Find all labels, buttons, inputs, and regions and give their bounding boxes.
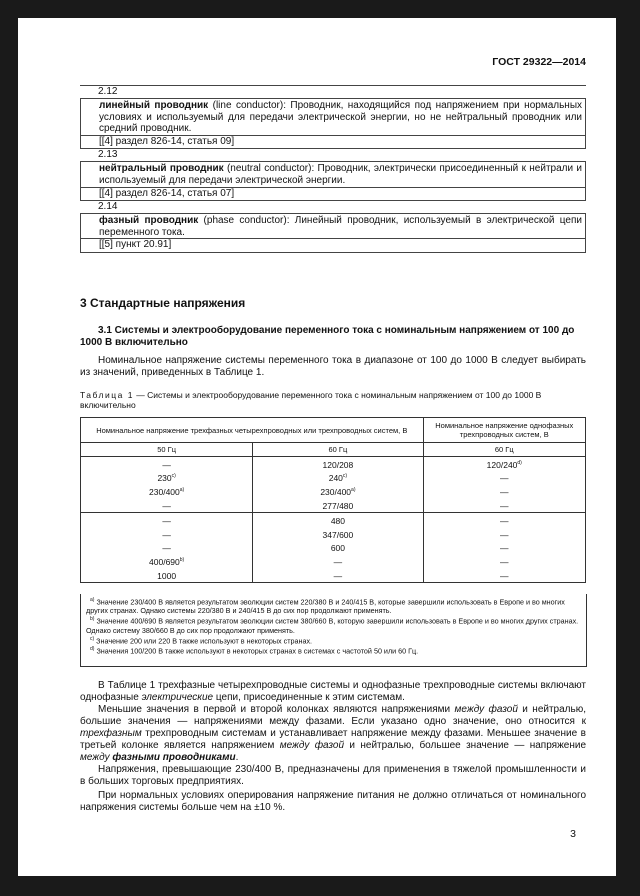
table-notes xyxy=(82,596,582,656)
definition-number: 2.13 xyxy=(80,149,586,162)
definition-text: : Проводник, находящийся под напряжением при нормальных условиях и используемый для передачи электрической энергии, но не нейтральный проводник или средний проводник. xyxy=(99,100,583,135)
table-subhead-50hz: 50 Гц xyxy=(81,443,253,457)
voltage-table xyxy=(80,417,586,583)
table-head-single-phase: Номинальное напряжение однофазных трехпроводных систем, В xyxy=(423,418,585,443)
table-row: 1000 — — xyxy=(81,568,586,582)
definition-text: : Линейный проводник, используемый в электрической цепи переменного тока. xyxy=(99,215,582,238)
body-paragraph-2: Меньшие значения в первой и второй колонках являются напряжениями между фазой и нейтралью, большие значения — напряжениями между фазами. Если указано одно значение, оно относится к трехфазным трехпроводным системам и устанавливает напряжение между фазами. Меньшее значение в третьей колонке является напряжением между фазой и нейтралью, большее значение — напряжение между фазными проводниками. xyxy=(80,704,587,763)
table-note: $^{d)}$ Значения 100/200 В также используют в некоторых странах в системах с частотой 50 или 60 Гц. xyxy=(90,646,419,656)
definition-english: (line conductor) xyxy=(208,100,284,111)
table-caption xyxy=(80,390,586,410)
table-row: — 277/480 — xyxy=(81,498,586,512)
table-row: 400/690$^{b)}$ — — xyxy=(81,554,586,568)
document-page xyxy=(18,18,616,876)
table-row: 230/400$^{a)}$ 230/400$^{a)}$ — xyxy=(81,484,586,498)
table-subhead-60hz: 60 Гц xyxy=(253,443,423,457)
body-paragraph-1: В Таблице 1 трехфазные четырехпроводные системы и однофазные трехпроводные системы включают однофазные электрические цепи, присоединенные к этим системам. xyxy=(80,680,586,703)
body-paragraph-4: При нормальных условиях оперирования напряжение питания не должно отличаться от номинального напряжения системы больше чем на ±10 %. xyxy=(80,790,586,813)
definition-reference: [[5] пункт 20.91] xyxy=(81,238,585,251)
table-row: — 347/600 — xyxy=(81,527,586,541)
table-row: 230$^{c)}$ 240$^{c)}$ — xyxy=(81,470,586,484)
table-row: — 120/208 120/240$^{d)}$ xyxy=(81,456,586,470)
definition-english: (phase conductor) xyxy=(198,215,287,227)
table-note: $^{c)}$ Значение 200 или 220 В также используют в некоторых странах. xyxy=(90,635,313,646)
definition-2-13 xyxy=(80,148,586,200)
table-note: $^{a)}$ Значение 230/400 В является результатом эволюции систем 220/380 В и 240/415 В, которые завершили использовать в Европе и во многих других странах. Однако системы 220/380 В и 240/415 В до сих пор продолжают применять. xyxy=(86,597,565,616)
definition-number: 2.14 xyxy=(80,201,586,214)
section-title: 3 Стандартные напряжения xyxy=(80,296,246,310)
table-row: — 480 — xyxy=(81,512,586,526)
table-caption-text: — Системы и электрооборудование переменного тока с номинальным напряжением от 100 до 1000 В включительно xyxy=(80,390,542,410)
definition-reference: [[4] раздел 826-14, статья 07] xyxy=(81,187,585,200)
definition-term: линейный проводник xyxy=(99,100,209,111)
definitions-block xyxy=(80,85,586,253)
table-caption-label: Таблица 1 xyxy=(80,390,134,400)
definition-2-12 xyxy=(80,85,586,148)
definition-text: : Проводник, электрически присоединенный к нейтрали и используемый для передачи электрической энергии. xyxy=(99,163,582,186)
subsection-title: 3.1 Системы и электрооборудование переменного тока с номинальным напряжением от 100 до 1000 В включительно xyxy=(80,325,575,348)
table-subhead-60hz-single: 60 Гц xyxy=(423,443,585,457)
page-number: 3 xyxy=(570,828,576,840)
table-note: $^{b)}$ Значение 400/690 В является результатом эволюции систем 380/660 В, которую завершили использовать в Европе и во многих других странах. Однако систему 380/660 В до сих пор продолжают применять. xyxy=(86,616,579,635)
document-header: ГОСТ 29322—2014 xyxy=(492,56,586,68)
definition-number: 2.12 xyxy=(80,86,586,99)
definition-term: фазный проводник xyxy=(99,215,199,227)
definition-reference: [[4] раздел 826-14, статья 09] xyxy=(81,135,585,148)
table-head-three-phase: Номинальное напряжение трехфазных четырехпроводных или трехпроводных систем, В xyxy=(81,418,424,443)
definition-english: (neutral conductor) xyxy=(223,163,312,175)
intro-paragraph: Номинальное напряжение системы переменного тока в диапазоне от 100 до 1000 В следует выбирать из значений, приведенных в Таблице 1. xyxy=(80,355,586,378)
definition-2-14 xyxy=(80,200,586,253)
table-row: — 600 — xyxy=(81,540,586,554)
body-paragraph-3: Напряжения, превышающие 230/400 В, предназначены для применения в тяжелой промышленности и в больших торговых предприятиях. xyxy=(80,764,586,787)
definition-term: нейтральный проводник xyxy=(99,163,224,175)
